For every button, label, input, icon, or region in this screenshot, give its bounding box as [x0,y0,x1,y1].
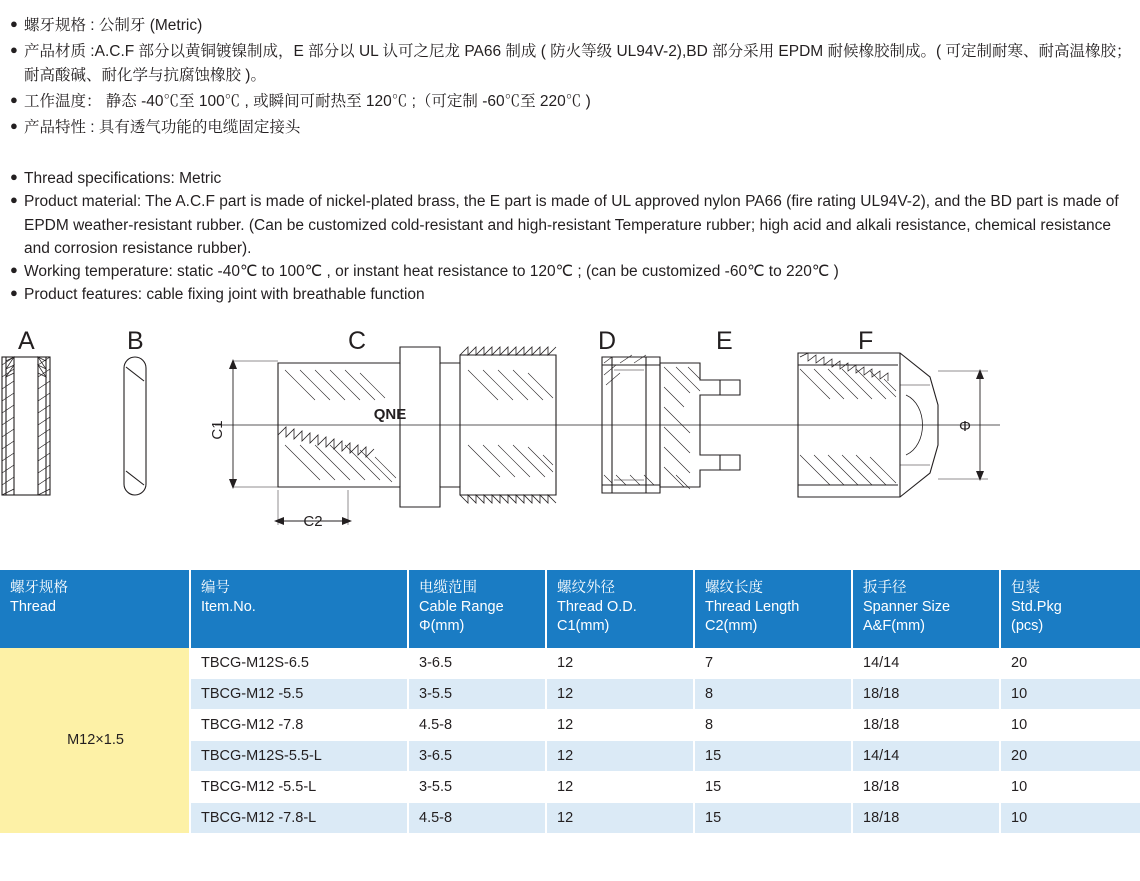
spec-item [10,116,1132,140]
spec-item [10,40,1132,88]
cell-cable-range: 3-5.5 [408,679,546,710]
brand-mark: QNE [373,405,407,423]
bullet-icon: ● [10,192,18,208]
header-cn: 螺纹外径 [557,579,615,596]
cell-std-pkg: 20 [1000,648,1140,679]
spec-text: 产品特性 : 具有透气功能的电缆固定接头 [24,119,301,137]
header-en: Thread O.D. [557,598,637,615]
spec-text: 产品材质 :A.C.F 部分以黄铜镀镍制成，E 部分以 UL 认可之尼龙 PA66 制成 ( 防火等级 UL94V-2),BD 部分采用 EPDM 耐候橡胶制成。( 可定制耐寒、耐高温橡胶；耐高酸碱、耐化学与抗腐蚀橡胶 )。 [24,43,1132,85]
cell-std-pkg: 10 [1000,772,1140,803]
cell-spanner-size: 14/14 [852,648,1000,679]
header-unit: C1(mm) [557,617,610,634]
header-thread [0,570,190,648]
part-e-shape [660,363,740,489]
cell-cable-range: 3-6.5 [408,648,546,679]
header-item-no [190,570,408,648]
cell-std-pkg: 10 [1000,803,1140,834]
header-unit: (pcs) [1011,617,1044,634]
dim-c2-label: C2 [303,512,323,530]
cell-std-pkg: 10 [1000,710,1140,741]
cell-std-pkg: 10 [1000,679,1140,710]
part-label-c: C [348,326,367,355]
cell-thread-length: 8 [694,679,852,710]
spec-text: Working temperature: static -40℃ to 100℃ , or instant heat resistance to 120℃ ; (can be customized -60℃ to 220℃ ) [24,263,839,281]
spec-text: Product features: cable fixing joint with breathable function [24,286,425,304]
cell-spanner-size: 18/18 [852,710,1000,741]
cell-item-no: TBCG-M12 -7.8-L [190,803,408,834]
header-en: Std.Pkg [1011,598,1062,615]
header-unit: Φ(mm) [419,617,465,634]
bullet-icon: ● [10,169,18,185]
header-cable-range [408,570,546,648]
header-thread-od [546,570,694,648]
header-en: Thread [10,598,56,615]
cell-spanner-size: 18/18 [852,679,1000,710]
spec-item [10,190,1132,260]
cell-item-no: TBCG-M12 -7.8 [190,710,408,741]
cell-thread-od: 12 [546,772,694,803]
part-b-shape [124,357,146,495]
cell-thread-length: 7 [694,648,852,679]
header-std-pkg [1000,570,1140,648]
specification-table [0,570,1140,835]
table-row [0,648,1140,679]
cell-thread-length: 15 [694,741,852,772]
header-unit: A&F(mm) [863,617,926,634]
cell-thread-length: 15 [694,772,852,803]
bullet-icon: ● [10,262,18,278]
cell-thread-od: 12 [546,679,694,710]
header-cn: 电缆范围 [419,579,477,596]
cell-spanner-size: 18/18 [852,772,1000,803]
table-header-row [0,570,1140,648]
cell-thread-length: 8 [694,710,852,741]
header-en: Spanner Size [863,598,951,615]
part-c-shape [215,347,1000,525]
cell-spanner-size: 14/14 [852,741,1000,772]
spec-item [10,14,1132,38]
header-en: Cable Range [419,598,504,615]
dim-phi-label: Φ [959,417,971,435]
thread-group-cell: M12×1.5 [0,648,190,834]
bullet-icon: ● [10,42,18,58]
part-label-e: E [716,326,733,355]
cell-item-no: TBCG-M12S-5.5-L [190,741,408,772]
drawing-svg [0,325,1140,570]
header-en: Item.No. [201,598,256,615]
cell-spanner-size: 18/18 [852,803,1000,834]
spec-item [10,283,1132,306]
part-d-shape [602,355,660,493]
spec-item [10,90,1132,114]
bullet-icon: ● [10,16,18,31]
technical-drawing [0,325,1140,570]
cell-cable-range: 3-6.5 [408,741,546,772]
header-unit: C2(mm) [705,617,758,634]
dim-c1-label: C1 [209,419,226,440]
spec-text: Product material: The A.C.F part is made of nickel-plated brass, the E part is made of UL approved nylon PA66 (fire rating UL94V-2), and the BD part is made of EPDM weather-resistant rubber. (Can be customized cold-resistant and high-resistant Temperature rubber; high acid and alkali resistance, chemical resistance and corrosion resistance rubber). [24,193,1119,257]
bullet-icon: ● [10,92,18,108]
part-a-shape [2,357,50,495]
bullet-icon: ● [10,285,18,301]
cell-item-no: TBCG-M12S-6.5 [190,648,408,679]
header-cn: 编号 [201,579,230,596]
spec-item [10,167,1132,190]
spec-text: 螺牙规格 : 公制牙 (Metric) [24,17,203,34]
part-label-d: D [598,326,617,355]
spec-list-chinese [0,0,1140,140]
part-label-b: B [127,326,144,355]
cell-thread-od: 12 [546,648,694,679]
header-thread-length [694,570,852,648]
cell-cable-range: 3-5.5 [408,772,546,803]
cell-item-no: TBCG-M12 -5.5 [190,679,408,710]
cell-cable-range: 4.5-8 [408,803,546,834]
header-en: Thread Length [705,598,800,615]
header-spanner-size [852,570,1000,648]
header-cn: 包装 [1011,579,1040,596]
cell-thread-od: 12 [546,741,694,772]
cell-item-no: TBCG-M12 -5.5-L [190,772,408,803]
spec-text: Thread specifications: Metric [24,170,222,188]
header-cn: 螺纹长度 [705,579,763,596]
spec-list-english [0,153,1140,307]
part-label-f: F [858,326,874,355]
spec-text: 工作温度： 静态 -40℃至 100℃ , 或瞬间可耐热至 120℃ ;（可定制 -60℃至 220℃ ) [24,93,591,111]
cell-std-pkg: 20 [1000,741,1140,772]
cell-thread-od: 12 [546,803,694,834]
cell-cable-range: 4.5-8 [408,710,546,741]
cell-thread-length: 15 [694,803,852,834]
header-cn: 螺牙规格 [10,579,68,596]
part-label-a: A [18,326,35,355]
bullet-icon: ● [10,118,18,134]
spec-item [10,260,1132,283]
header-cn: 扳手径 [863,579,907,596]
cell-thread-od: 12 [546,710,694,741]
